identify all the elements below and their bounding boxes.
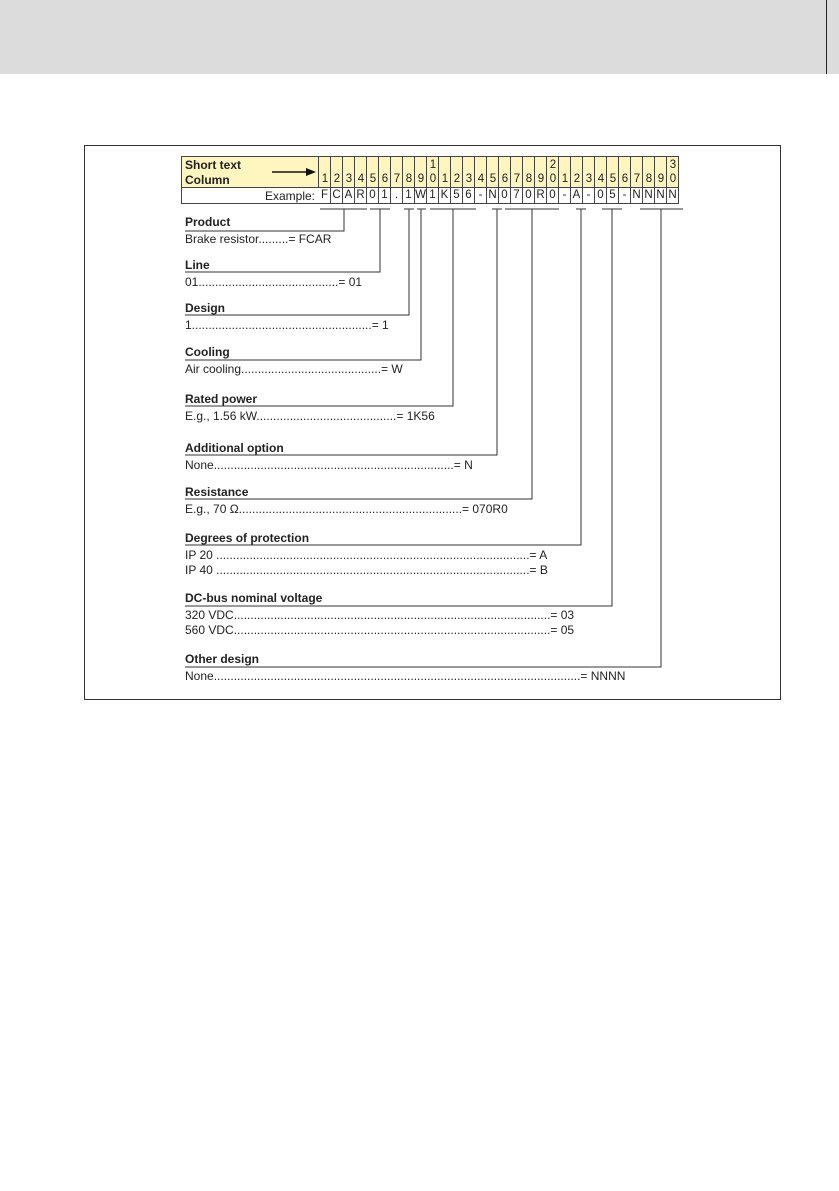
section-title: Design — [185, 301, 226, 315]
example-char: F — [319, 188, 331, 204]
example-char: R — [535, 188, 547, 204]
example-char: 0 — [547, 188, 559, 204]
example-char: K — [439, 188, 451, 204]
column-number: 9 — [657, 173, 665, 185]
short-text-label: Short text — [185, 158, 242, 172]
section-title: Additional option — [185, 441, 284, 455]
column-number: 1 — [561, 173, 569, 185]
section-value-line: E.g., 1.56 kW..........................................= 1K56 — [185, 409, 435, 423]
column-number: 3 — [585, 173, 593, 185]
section-title: Cooling — [185, 345, 230, 359]
section-value-line: None..............................................................................................................= NNNN — [185, 669, 626, 683]
example-char: W — [415, 188, 427, 204]
example-char: - — [583, 188, 595, 204]
example-char: 0 — [523, 188, 535, 204]
example-char: 6 — [463, 188, 475, 204]
column-number-units: 0 — [549, 173, 557, 185]
example-char: N — [655, 188, 667, 204]
section-value-line: 560 VDC...............................................................................................= 05 — [185, 623, 575, 637]
section-value-line: 1......................................................= 1 — [185, 318, 389, 332]
example-label: Example: — [264, 189, 315, 203]
column-number: 8 — [645, 173, 653, 185]
column-number: 3 — [345, 173, 353, 185]
column-number: 1 — [321, 173, 329, 185]
example-char: 7 — [511, 188, 523, 204]
section-title: Product — [185, 215, 231, 229]
column-number: 2 — [573, 173, 581, 185]
section-title: Resistance — [185, 485, 249, 499]
example-char: - — [559, 188, 571, 204]
example-char: - — [475, 188, 487, 204]
example-char: 0 — [499, 188, 511, 204]
column-number: 9 — [417, 173, 425, 185]
column-number: 5 — [369, 173, 377, 185]
column-label: Column — [185, 173, 230, 187]
section-title: Rated power — [185, 392, 258, 406]
section-value-line: Air cooling..........................................= W — [185, 362, 403, 376]
example-char: N — [667, 188, 679, 204]
column-number: 5 — [609, 173, 617, 185]
example-char: A — [571, 188, 583, 204]
column-number: 5 — [489, 173, 497, 185]
column-number: 2 — [453, 173, 461, 185]
example-char: C — [331, 188, 343, 204]
section-title: Line — [185, 258, 210, 272]
section-value-line: IP 40 ..............................................................................................= B — [185, 563, 548, 577]
section-title: Other design — [185, 652, 260, 666]
column-number: 7 — [513, 173, 521, 185]
section-value-line: Brake resistor.........= FCAR — [185, 232, 332, 246]
column-number: 8 — [405, 173, 413, 185]
column-number: 8 — [525, 173, 533, 185]
example-char: 1 — [379, 188, 391, 204]
section-value-line: E.g., 70 Ω...................................................................= 070R0 — [185, 502, 508, 516]
column-number: 1 — [441, 173, 449, 185]
section-title: Degrees of protection — [185, 531, 310, 545]
column-number: 9 — [537, 173, 545, 185]
example-char: 5 — [607, 188, 619, 204]
column-number: 4 — [477, 173, 485, 185]
column-number-tens: 3 — [669, 159, 677, 171]
column-number-units: 0 — [429, 173, 437, 185]
column-number: 6 — [621, 173, 629, 185]
column-number: 6 — [381, 173, 389, 185]
column-number: 4 — [357, 173, 365, 185]
section-value-line: 01..........................................= 01 — [185, 275, 363, 289]
column-number-tens: 1 — [429, 159, 437, 171]
example-char: 1 — [403, 188, 415, 204]
column-number: 6 — [501, 173, 509, 185]
example-char: N — [643, 188, 655, 204]
column-number-tens: 2 — [549, 159, 557, 171]
example-char: N — [631, 188, 643, 204]
example-char: R — [355, 188, 367, 204]
column-number: 7 — [633, 173, 641, 185]
example-char: N — [487, 188, 499, 204]
column-number: 2 — [333, 173, 341, 185]
column-number: 7 — [393, 173, 401, 185]
section-title: DC-bus nominal voltage — [185, 591, 323, 605]
section-value-line: 320 VDC...............................................................................................= 03 — [185, 608, 575, 622]
section-value-line: IP 20 ..............................................................................................= A — [185, 548, 548, 562]
example-char: 0 — [367, 188, 379, 204]
example-char: - — [619, 188, 631, 204]
example-char: A — [343, 188, 355, 204]
column-number-units: 0 — [669, 173, 677, 185]
example-char: . — [391, 188, 403, 204]
section-value-line: None........................................................................= N — [185, 458, 473, 472]
example-char: 5 — [451, 188, 463, 204]
example-char: 1 — [427, 188, 439, 204]
column-number: 3 — [465, 173, 473, 185]
example-char: 0 — [595, 188, 607, 204]
column-number: 4 — [597, 173, 605, 185]
